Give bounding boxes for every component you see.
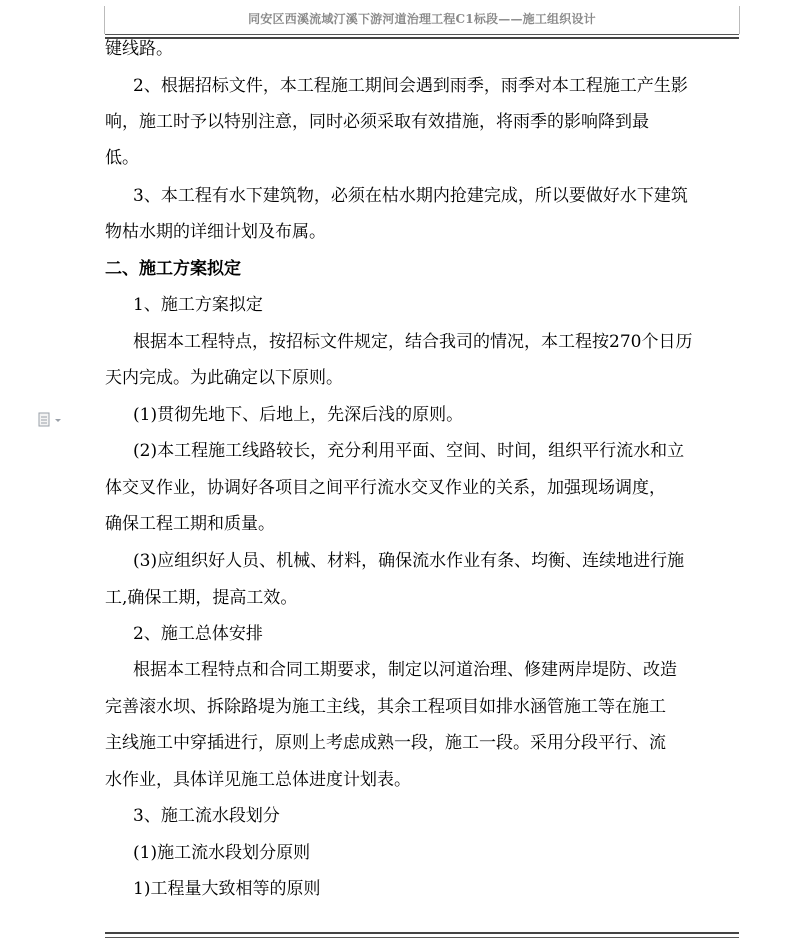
text-line: (3)应组织好人员、机械、材料，确保流水作业有条、均衡、连续地进行施 [133,551,685,571]
text-line: 低。 [105,148,139,168]
section-heading: 二、施工方案拟定 [105,259,241,279]
footer-rule-thick [105,932,739,934]
text-line: 完善滚水坝、拆除路堤为施工主线，其余工程项目如排水涵管施工等在施工 [105,697,666,717]
text-line: (1)贯彻先地下、后地上，先深后浅的原则。 [133,405,464,425]
text-line: 根据本工程特点，按招标文件规定，结合我司的情况，本工程按270个日历 [133,332,693,352]
text-line: 3、本工程有水下建筑物，必须在枯水期内抢建完成，所以要做好水下建筑 [133,186,688,206]
header-rule-thin [105,34,739,35]
text-line: 主线施工中穿插进行，原则上考虑成熟一段，施工一段。采用分段平行、流 [105,733,666,753]
text-line: 键线路。 [105,39,173,59]
text-line: 体交叉作业，协调好各项目之间平行流水交叉作业的关系，加强现场调度， [105,478,666,498]
text-line: 工,确保工期，提高工效。 [105,588,298,608]
text-line: 2、根据招标文件，本工程施工期间会遇到雨季，雨季对本工程施工产生影 [133,76,688,96]
document-icon[interactable] [37,412,63,428]
text-line: 响，施工时予以特别注意，同时必须采取有效措施，将雨季的影响降到最 [105,112,649,132]
text-line: (1)施工流水段划分原则 [133,843,311,863]
chevron-down-icon [55,419,61,422]
page-header-title: 同安区西溪流域汀溪下游河道治理工程C1标段——施工组织设计 [248,12,596,26]
footer-rule-thin [105,937,739,938]
subsection-heading: 2、施工总体安排 [133,624,263,644]
text-line: 1)工程量大致相等的原则 [133,879,321,899]
text-line: (2)本工程施工线路较长，充分利用平面、空间、时间，组织平行流水和立 [133,441,685,461]
header-right-border [739,6,740,34]
text-line: 确保工程工期和质量。 [105,514,275,534]
text-line: 根据本工程特点和合同工期要求，制定以河道治理、修建两岸堤防、改造 [133,660,677,680]
subsection-heading: 1、施工方案拟定 [133,295,263,315]
text-line: 物枯水期的详细计划及布属。 [105,222,326,242]
subsection-heading: 3、施工流水段划分 [133,806,280,826]
text-line: 天内完成。为此确定以下原则。 [105,368,343,388]
text-line: 水作业，具体详见施工总体进度计划表。 [105,770,411,790]
